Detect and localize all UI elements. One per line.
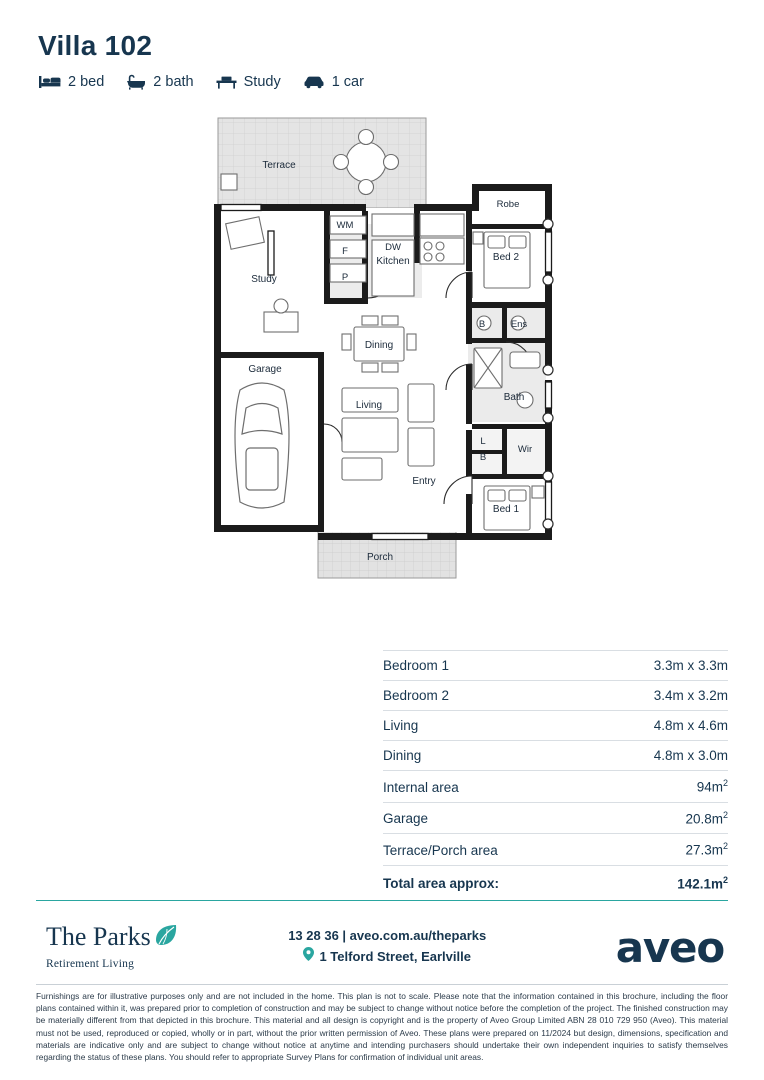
spec-bath-label: 2 bath [153,74,194,90]
room-label-kitchen: Kitchen [376,256,410,267]
schedule-label: Bedroom 2 [383,688,450,703]
location-pin-icon [303,947,314,968]
schedule-row-internal-area [383,771,728,803]
room-label-linen: L [480,436,486,447]
footer-divider [36,900,728,901]
schedule-row-garage [383,803,728,835]
spec-car [303,74,364,90]
schedule-label: Living [383,718,419,733]
address-line [288,947,486,968]
property-specs [39,74,728,90]
the-parks-logo [36,924,179,970]
room-label-wir: Wir [517,444,533,455]
bed-icon [39,74,61,90]
room-label-porch: Porch [366,552,394,563]
room-label-broom: B [479,452,487,463]
spec-study-label: Study [243,74,281,90]
floor-plan-drawing [36,112,728,632]
room-label-dw: DW [385,242,401,253]
schedule-row-total [383,866,728,899]
spec-bath [126,74,193,90]
schedule-label: Internal area [383,779,459,795]
brand-name: The Parks [46,922,151,951]
address-text: 1 Telford Street, Earlville [319,949,471,964]
schedule-label: Terrace/Porch area [383,842,498,858]
superscript: 2 [722,841,728,851]
superscript: 2 [722,874,728,885]
aveo-logo: aveo [615,922,724,972]
schedule-row-terrace-porch-area [383,834,728,866]
bath-icon [126,74,146,90]
schedule-row-bedroom-1 [383,650,728,681]
schedule-value: 3.3m x 3.3m [653,658,728,673]
room-label-wm: WM [336,220,354,231]
superscript: 2 [722,809,728,820]
spec-study [216,74,281,90]
leaf-icon [153,924,179,953]
spec-bed [39,74,104,90]
schedule-label: Bedroom 1 [383,658,450,673]
brand-tagline: Retirement Living [46,958,135,970]
page-title: Villa 102 [38,30,153,61]
schedule-total-label: Total area approx: [383,876,500,891]
schedule-value: 3.4m x 3.2m [653,688,728,703]
schedule-value: 4.8m x 4.6m [653,718,728,733]
schedule-row-living [383,711,728,741]
disclaimer-text: Furnishings are for illustrative purposes only and are not included in the home. This plan is not to scale. Please note that the information contained in this brochure, including the floor plans contained within it, was prepared prior to completion of construction and may be subject to change without notice before the completion of the project. The finished construction may be materially different from that depicted in this brochure. This material and all design is copyright and is the property of Aveo Group Limited ABN 28 010 729 950 (Aveo). This material must not be used, reproduced or copied, wholly or in part, without the prior written permission of Aveo. These plans were prepared on 11/2024 but design, dimensions, specification and materials are indicative only and are subject to change without notice at anytime and intending purchasers should undertake their own independent inquiries to satisfy themselves regarding the status of these plans. You should refer to appropriate Survey Plans for confirmation of individual unit areas. [36,991,728,1062]
room-label-basin: B [478,319,486,330]
floor-plan [36,112,728,632]
room-label-fridge: F [342,246,348,257]
schedule-total-value: $142.1m^2$ [677,874,728,891]
room-label-garage: Garage [248,364,282,375]
schedule-label: Dining [383,748,422,763]
car-icon [303,74,325,90]
contact-block [288,926,486,968]
room-label-pantry: P [341,272,349,283]
schedule-value: $20.8m^2$ [685,809,728,826]
disclaimer-divider [36,984,728,985]
room-label-ens: Ens [510,319,528,330]
area-schedule [383,650,728,898]
room-label-bed2: Bed 2 [492,252,520,263]
room-label-dining: Dining [364,340,394,351]
room-label-study: Study [251,274,277,285]
footer [36,912,728,982]
schedule-row-bedroom-2 [383,681,728,711]
schedule-label: Garage [383,811,429,826]
room-label-living: Living [355,400,383,411]
room-label-robe: Robe [496,199,520,210]
schedule-value: 4.8m x 3.0m [653,748,728,763]
spec-car-label: 1 car [331,74,364,90]
spec-bed-label: 2 bed [68,74,105,90]
superscript: 2 [722,778,728,788]
room-label-bath: Bath [503,392,525,403]
schedule-value: $27.3m^2$ [685,841,728,858]
schedule-row-dining [383,741,728,771]
desk-icon [216,74,237,90]
room-label-bed1: Bed 1 [492,504,520,515]
schedule-value: $94m^2$ [696,778,728,795]
room-label-entry: Entry [412,476,436,487]
room-label-terrace: Terrace [262,160,296,171]
phone-and-website[interactable]: 13 28 36 | aveo.com.au/theparks [288,928,487,944]
